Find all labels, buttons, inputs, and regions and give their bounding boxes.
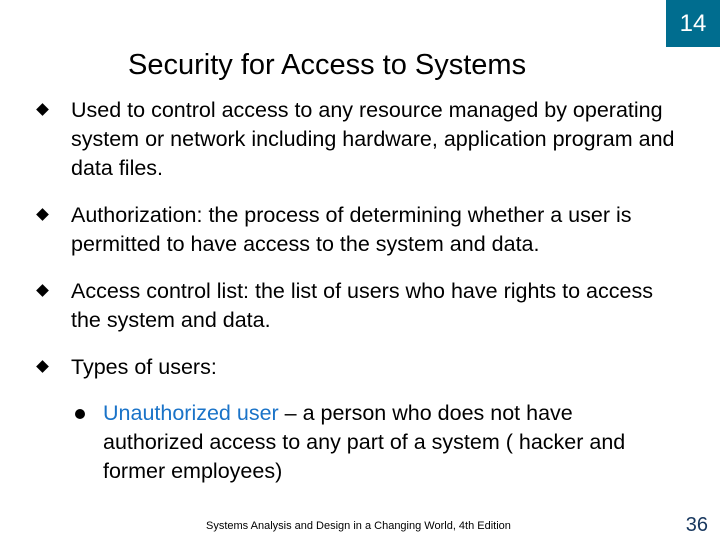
diamond-bullet-icon [36,103,49,116]
page-number: 36 [685,514,708,536]
diamond-bullet-icon [36,360,49,373]
sub-bullet-item [71,399,676,486]
dot-bullet-icon [75,409,85,419]
bullet-text: Used to control access to any resource managed by operating system or network including hardware, application program and data files. [71,98,675,180]
diamond-bullet-icon [36,284,49,297]
sub-bullet-text: – a person who does not have authorized access to any part of a system ( hacker and former employees) [103,401,626,483]
bullet-text: Types of users: [71,355,217,379]
slide-title: Security for Access to Systems [128,49,527,81]
bullet-item [36,353,676,486]
diamond-bullet-icon [36,208,49,221]
chapter-number-badge: 14 [666,0,720,47]
bullet-item [36,201,676,259]
bullet-item [36,277,676,335]
bullet-text: Access control list: the list of users who have rights to access the system and data. [71,279,653,332]
footer-text: Systems Analysis and Design in a Changing World, 4th Edition [206,520,511,532]
bullet-text: Authorization: the process of determining whether a user is permitted to have access to the system and data. [71,203,632,256]
term-unauthorized-user: Unauthorized user [103,401,279,425]
bullet-list [36,96,676,486]
bullet-item [36,96,676,183]
sub-bullet-list [71,399,676,486]
